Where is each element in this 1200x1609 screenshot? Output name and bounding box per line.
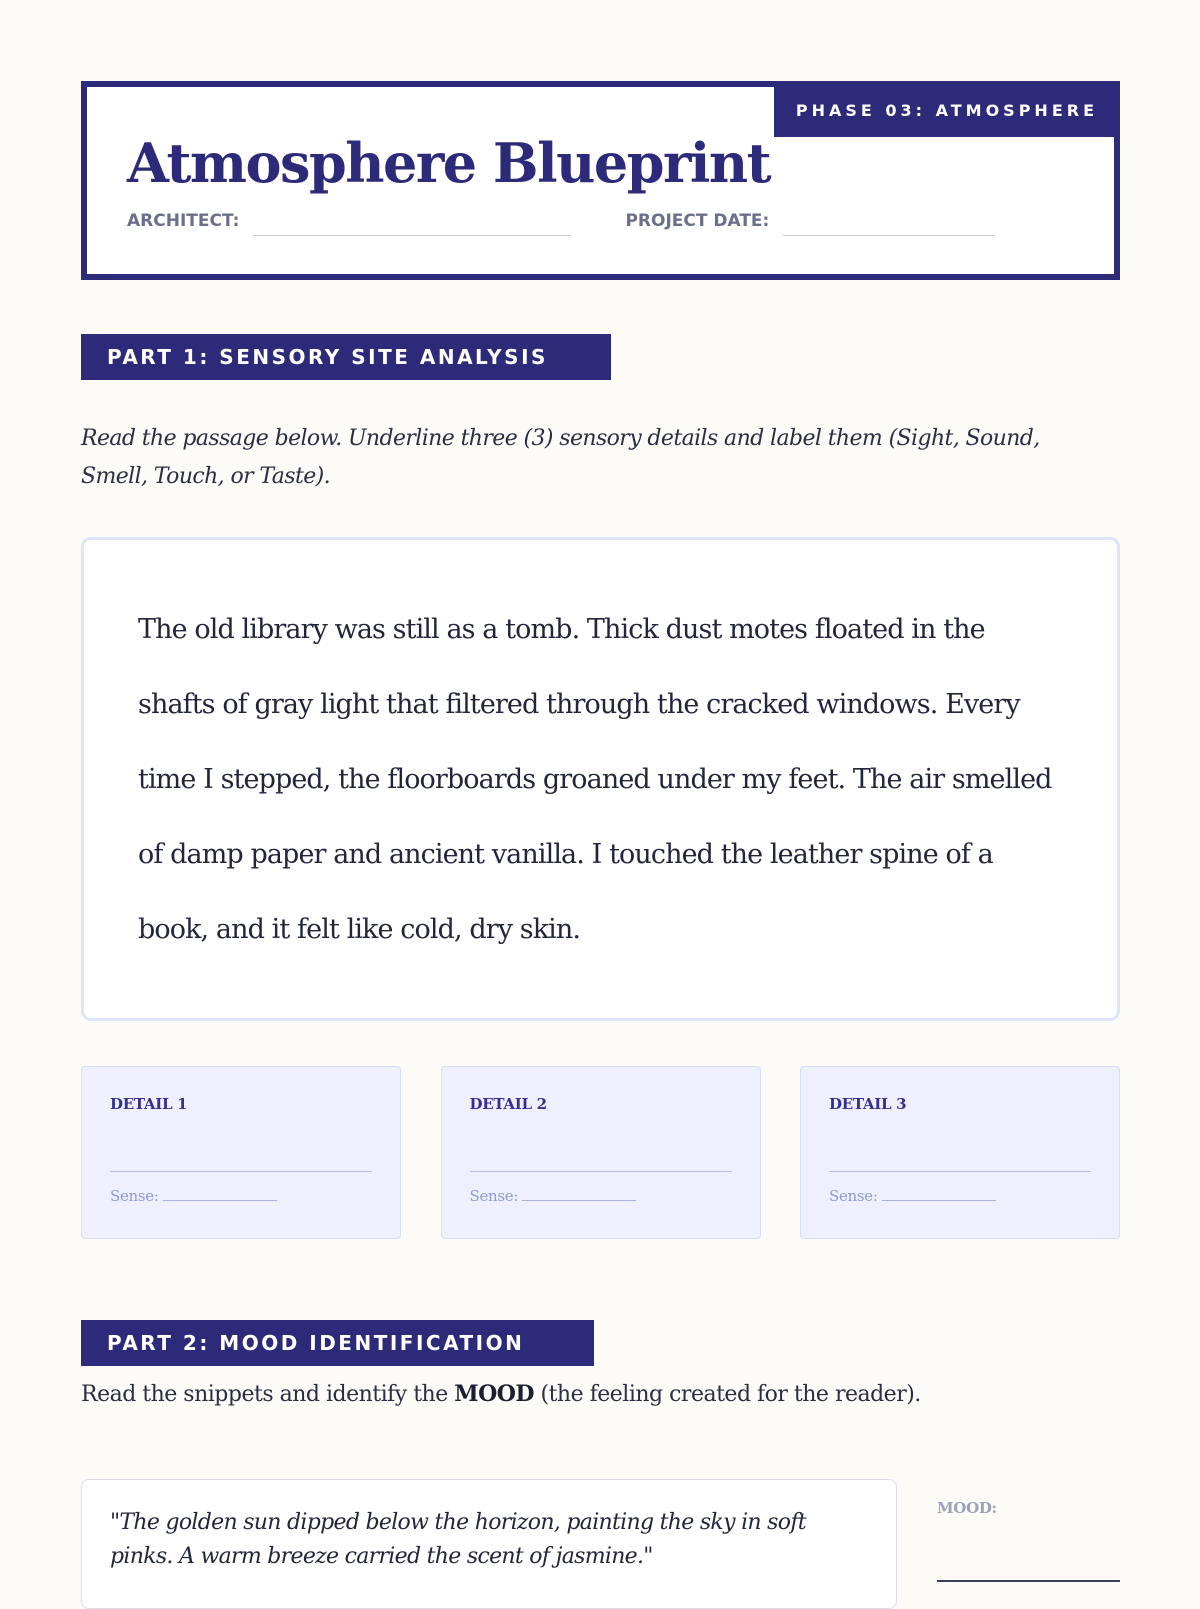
detail-card-2: [441, 1066, 761, 1239]
detail-title: DETAIL 1: [110, 1095, 188, 1113]
architect-label: ARCHITECT:: [127, 211, 240, 231]
mood-label: MOOD:: [937, 1499, 997, 1517]
header-box: [81, 81, 1120, 280]
part2-instructions-post: (the feeling created for the reader).: [534, 1382, 921, 1407]
passage-text[interactable]: The old library was still as a tomb. Thick dust motes floated in the shafts of gray light that filtered through the cracked windows. Every time I stepped, the floorboards groaned under my feet. The air smelled of damp paper and ancient vanilla. I touched the leather spine of a book, and it felt like cold, dry skin.: [138, 614, 1052, 945]
meta-row: [127, 211, 995, 231]
detail-answer-field[interactable]: [470, 1171, 732, 1172]
sense-field[interactable]: [522, 1200, 636, 1201]
worksheet-page: [81, 81, 1120, 1569]
project-date-field[interactable]: [783, 235, 995, 236]
detail-answer-field[interactable]: [829, 1171, 1091, 1172]
architect-field[interactable]: [253, 235, 571, 236]
detail-sense: [829, 1187, 996, 1205]
detail-answer-field[interactable]: [110, 1171, 372, 1172]
detail-card-3: [800, 1066, 1120, 1239]
detail-title: DETAIL 2: [469, 1095, 547, 1113]
snippet-box: [81, 1479, 897, 1609]
snippet-text: "The golden sun dipped below the horizon, painting the sky in soft pinks. A warm breeze carried the scent of jasmine.": [110, 1510, 806, 1569]
project-date-label: PROJECT DATE:: [625, 211, 770, 231]
sense-label: Sense:: [829, 1187, 878, 1205]
sense-label: Sense:: [469, 1187, 519, 1205]
mood-field[interactable]: [937, 1580, 1120, 1582]
detail-sense: [110, 1187, 277, 1205]
detail-row: [81, 1066, 1120, 1239]
part2-instructions-bold: MOOD: [454, 1381, 535, 1407]
part1-instructions: Read the passage below. Underline three (3) sensory details and label them (Sight, Sound, Smell, Touch, or Taste).: [81, 426, 1040, 489]
detail-title: DETAIL 3: [829, 1095, 907, 1113]
part2-heading: PART 2: MOOD IDENTIFICATION: [81, 1320, 594, 1366]
detail-card-1: [81, 1066, 401, 1239]
sense-label: Sense:: [110, 1187, 159, 1205]
passage-box: [81, 537, 1120, 1021]
part2-instructions-pre: Read the snippets and identify the: [81, 1382, 455, 1407]
part1-heading: PART 1: SENSORY SITE ANALYSIS: [81, 334, 611, 380]
part2-instructions: [81, 1381, 921, 1407]
sense-field[interactable]: [163, 1200, 277, 1201]
phase-tag: PHASE 03: ATMOSPHERE: [774, 81, 1120, 137]
sense-field[interactable]: [882, 1200, 996, 1201]
detail-sense: [470, 1187, 637, 1205]
page-title: Atmosphere Blueprint: [127, 131, 771, 195]
